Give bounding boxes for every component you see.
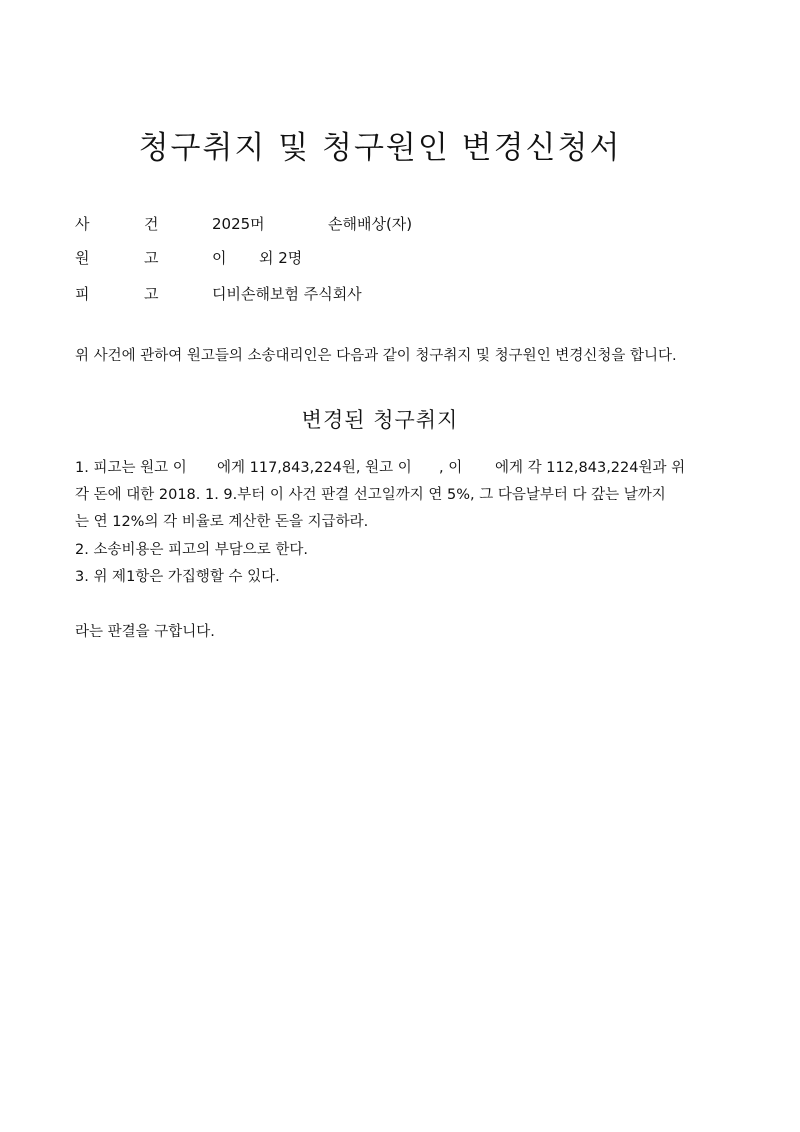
plaintiff-others: 외 2명 bbox=[259, 249, 303, 267]
claim-item-2: 2. 소송비용은 피고의 부담으로 한다. bbox=[75, 542, 308, 558]
document-title: 청구취지 및 청구원인 변경신청서 bbox=[138, 130, 622, 166]
case-label-char2: 건 bbox=[144, 215, 159, 233]
defendant-name: 디비손해보험 주식회사 bbox=[212, 285, 362, 303]
claim-item-1-line-2: 각 돈에 대한 2018. 1. 9.부터 이 사건 판결 선고일까지 연 5%, 그 다음날부터 다 갚는 날까지 bbox=[75, 487, 666, 503]
claims-heading: 변경된 청구취지 bbox=[301, 408, 459, 432]
plaintiff-row bbox=[75, 247, 675, 269]
plaintiff-label-char1: 원 bbox=[75, 249, 90, 267]
plaintiff-name: 이 bbox=[212, 249, 227, 267]
case-name: 손해배상(자) bbox=[328, 215, 413, 233]
defendant-row bbox=[75, 283, 675, 305]
claim-1-part-2: 에게 117,843,224원, 원고 이 bbox=[217, 460, 412, 476]
defendant-label-char2: 고 bbox=[144, 285, 159, 303]
defendant-label-char1: 피 bbox=[75, 285, 90, 303]
closing-sentence: 라는 판결을 구합니다. bbox=[75, 624, 215, 640]
claim-item-1-line-3: 는 연 12%의 각 비율로 계산한 돈을 지급하라. bbox=[75, 514, 369, 530]
plaintiff-label-char2: 고 bbox=[144, 249, 159, 267]
claim-item-1-line-1 bbox=[75, 456, 715, 478]
case-label-char1: 사 bbox=[75, 215, 90, 233]
case-number: 2025머 bbox=[212, 215, 265, 233]
case-row bbox=[75, 213, 675, 235]
claim-1-part-4: 에게 각 112,843,224원과 위 bbox=[495, 460, 686, 476]
claim-item-3: 3. 위 제1항은 가집행할 수 있다. bbox=[75, 569, 280, 585]
claim-1-part-3: , 이 bbox=[439, 460, 463, 476]
intro-paragraph: 위 사건에 관하여 원고들의 소송대리인은 다음과 같이 청구취지 및 청구원인 변경신청을 합니다. bbox=[75, 348, 677, 364]
claim-1-part-1: 1. 피고는 원고 이 bbox=[75, 460, 187, 476]
